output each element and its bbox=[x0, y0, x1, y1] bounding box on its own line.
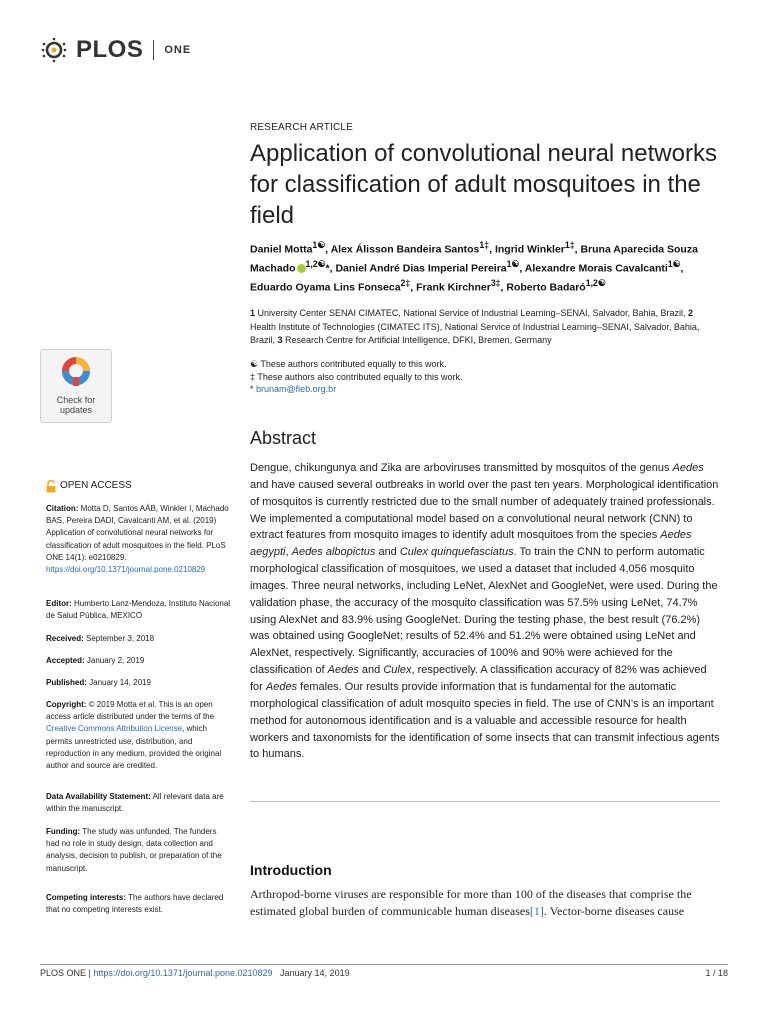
editor-label: Editor: bbox=[46, 599, 72, 608]
corresponding-email bbox=[250, 383, 720, 396]
citation-doi-link[interactable]: https://doi.org/10.1371/journal.pone.0210829 bbox=[46, 565, 206, 575]
introduction-text: Arthropod-borne viruses are responsible for more than 100 of the diseases that comprise the estimated global burden of communicable human diseases[1]. Vector-borne diseases cause bbox=[250, 887, 692, 918]
accepted-date: January 2, 2019 bbox=[84, 656, 145, 665]
editor-block bbox=[46, 598, 232, 622]
citation-label: Citation: bbox=[46, 504, 79, 513]
crossmark-icon bbox=[59, 354, 93, 388]
article-type: RESEARCH ARTICLE bbox=[250, 122, 354, 133]
author-notes bbox=[250, 358, 720, 396]
footer-journal: PLOS ONE | bbox=[40, 968, 94, 978]
received-label: Received: bbox=[46, 634, 84, 643]
footer-date: January 14, 2019 bbox=[280, 968, 350, 978]
footer-doi-link[interactable]: https://doi.org/10.1371/journal.pone.0210829 bbox=[93, 968, 273, 978]
open-access-text: OPEN ACCESS bbox=[60, 480, 132, 492]
abstract-heading: Abstract bbox=[250, 428, 317, 448]
note-equal-contribution: ☯ These authors contributed equally to this work. bbox=[250, 359, 447, 369]
logo-word: PLOS bbox=[76, 36, 144, 63]
accepted-block bbox=[46, 655, 232, 667]
funding-label: Funding: bbox=[46, 827, 81, 836]
citation-block bbox=[46, 503, 232, 576]
updates-label-2: updates bbox=[59, 405, 93, 415]
funding-block bbox=[46, 826, 232, 875]
email-prefix: * bbox=[250, 384, 257, 394]
updates-label-1: Check for bbox=[56, 395, 96, 405]
footer-citation bbox=[40, 968, 350, 978]
open-access-label bbox=[46, 480, 232, 493]
published-date: January 14, 2019 bbox=[86, 678, 151, 687]
citation-text: Motta D, Santos AÁB, Winkler I, Machado BAS, Pereira DADI, Cavalcanti AM, et al. (2019) Application of convolutional neural networks for classification of adult mosquitoes in the field. PLoS ONE 14(1): e0210829. bbox=[46, 504, 229, 562]
accepted-label: Accepted: bbox=[46, 656, 85, 665]
editor-text: Humberto Lanz-Mendoza, Instituto Nacional de Salud Pública, MEXICO bbox=[46, 599, 231, 621]
footer-divider bbox=[40, 964, 728, 965]
introduction-heading: Introduction bbox=[250, 862, 332, 878]
orcid-icon bbox=[297, 264, 306, 273]
logo-journal: ONE bbox=[164, 44, 192, 56]
author-list: Daniel Motta$^{1☯}$, Alex Álisson Bandeira Santos$^{1\ddagger}$, Ingrid Winkler$^{1\ddagger}$, Bruna Aparecida Souza Machado $^{1,2☯}$*, Daniel André Dias Imperial Pereira$^{1☯}$, Alexandre Morais Cavalcanti$^{1☯}$, Eduardo Oyama Lins Fonseca$^{2\ddagger}$, Frank Kirchner$^{3\ddagger}$, Roberto Badaró$^{1,2☯}$ bbox=[250, 240, 698, 294]
email-link[interactable]: brunam@fieb.org.br bbox=[256, 384, 337, 394]
data-availability-block bbox=[46, 791, 232, 815]
check-for-updates-badge[interactable] bbox=[40, 349, 112, 423]
competing-interests-label: Competing interests: bbox=[46, 893, 127, 902]
received-date: September 3, 2018 bbox=[83, 634, 155, 643]
published-label: Published: bbox=[46, 678, 87, 687]
section-divider bbox=[250, 801, 720, 802]
note-also-contributed: ‡ These authors also contributed equally to this work. bbox=[250, 371, 463, 382]
plos-one-logo[interactable] bbox=[40, 36, 191, 64]
page-footer bbox=[40, 968, 728, 978]
copyright-text-2: , which permits unrestricted use, distribution, and reproduction in any medium, provided the original author and source are credited. bbox=[46, 724, 222, 771]
open-lock-icon bbox=[46, 480, 56, 493]
citation-link[interactable]: [1] bbox=[529, 904, 544, 918]
funding-text: The study was unfunded. The funders had no role in study design, data collection and analysis, decision to publish, or preparation of the manuscript. bbox=[46, 827, 222, 873]
copyright-text: © 2019 Motta et al. This is an open access article distributed under the terms of the bbox=[46, 700, 215, 722]
competing-interests-block bbox=[46, 892, 232, 916]
article-title: Application of convolutional neural networks for classification of adult mosquitoes in the field bbox=[250, 140, 717, 229]
page-number: 1 / 18 bbox=[705, 968, 728, 978]
plos-logo-icon bbox=[40, 37, 70, 63]
published-block bbox=[46, 677, 232, 689]
competing-interests-text: The authors have declared that no competing interests exist. bbox=[46, 893, 224, 915]
copyright-block bbox=[46, 699, 232, 772]
affiliations: 1 University Center SENAI CIMATEC, National Service of Industrial Learning–SENAI, Salvador, Bahia, Brazil, 2 Health Institute of Technologies (CIMATEC ITS), National Service of Industrial Learning–SENAI, Salvador, Bahia, Brazil, 3 Research Centre for Artificial Intelligence, DFKI, Bremen, Germany bbox=[250, 308, 700, 345]
data-availability-label: Data Availability Statement: bbox=[46, 792, 151, 801]
license-link[interactable]: Creative Commons Attribution License bbox=[46, 724, 183, 734]
data-availability-text: All relevant data are within the manuscript. bbox=[46, 792, 224, 814]
copyright-label: Copyright: bbox=[46, 700, 87, 709]
logo-divider bbox=[153, 40, 154, 60]
abstract-text: Dengue, chikungunya and Zika are arboviruses transmitted by mosquitos of the genus Aedes and have caused several outbreaks in world over the past ten years. Morphological identification of mosquitos is currently restricted due to the small number of adequately trained professionals. We implemented a computational model based on a convolutional neural network (CNN) to extract features from mosquito images to identify adult mosquitoes from the species Aedes aegypti, Aedes albopictus and Culex quinquefasciatus. To train the CNN to perform automatic morphological classification of mosquitoes, we used a dataset that included 4,056 mosquito images. Three neural networks, including LeNet, AlexNet and GoogleNet, were used. During the validation phase, the accuracy of the mosquito classification was 57.5% using LeNet, 74.7% using AlexNet and 83.9% using GoogleNet. During the testing phase, the best result (76.2%) was obtained using GoogleNet; results of 52.4% and 51.2% were obtained using LeNet and AlexNet, respectively. Significantly, accuracies of 100% and 90% were achieved for the classification of Aedes and Culex, respectively. A classification accuracy of 82% was achieved for Aedes females. Our results provide information that is fundamental for the automatic morphological classification of adult mosquito species in field. The use of CNN’s is an important method for autonomous identification and is a valuable and accessible resource for health workers and taxonomists for the identification of some insects that can transmit infectious agents to humans. bbox=[250, 462, 720, 761]
received-block bbox=[46, 633, 232, 645]
